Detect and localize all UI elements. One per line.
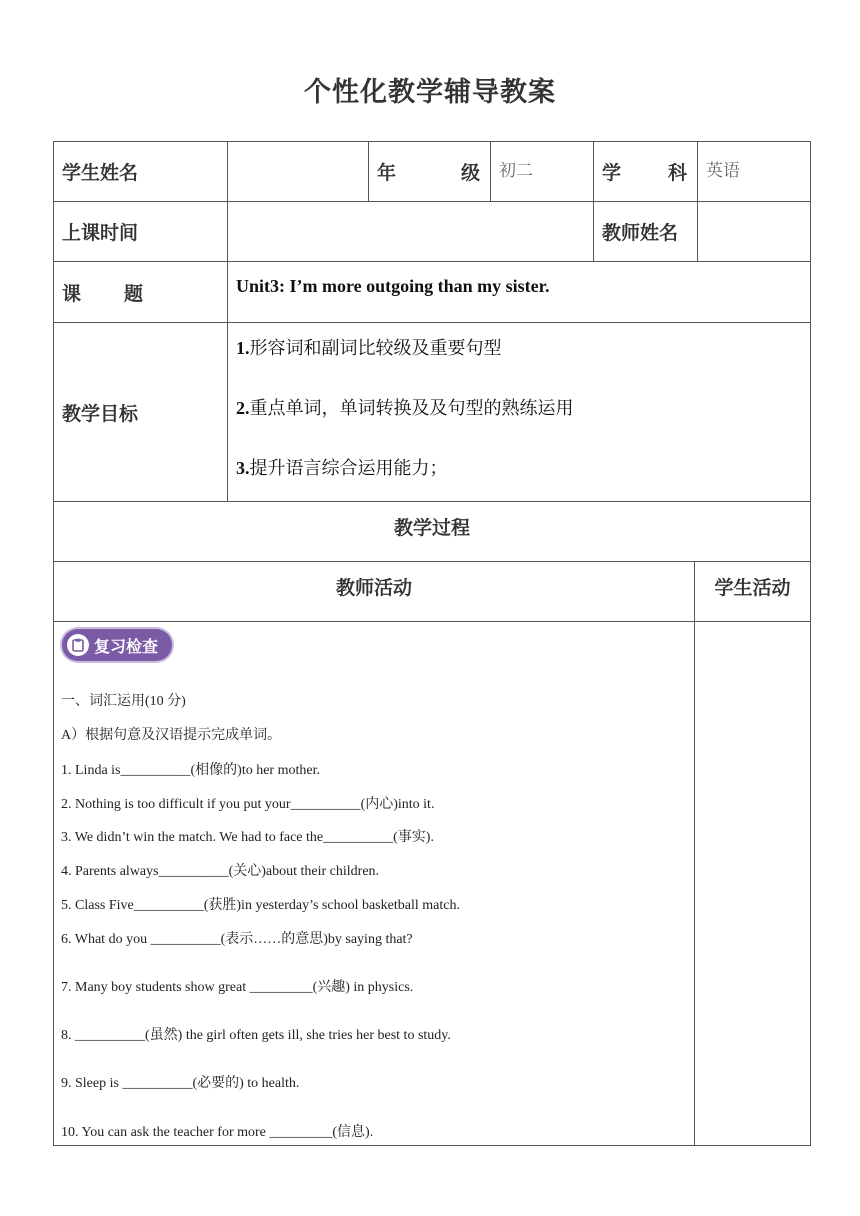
topic-value: Unit3: I’m more outgoing than my sister. bbox=[236, 275, 550, 296]
page-title: 个性化教学辅导教案 bbox=[304, 77, 556, 108]
exercise-item: 1. Linda is__________(相像的)to her mother. bbox=[61, 763, 320, 778]
objective-item: 2.重点单词，单词转换及及句型的熟练运用 bbox=[236, 398, 574, 419]
exercise-item: 9. Sleep is __________(必要的) to health. bbox=[61, 1076, 300, 1091]
class-time-value[interactable] bbox=[228, 202, 593, 261]
objective-item: 3.提升语言综合运用能力； bbox=[236, 458, 448, 479]
class-time-label: 上课时间 bbox=[62, 222, 139, 244]
teacher-name-value[interactable] bbox=[698, 202, 810, 261]
section-title: 一、词汇运用(10 分) bbox=[61, 694, 186, 709]
subject-label-b: 科 bbox=[667, 162, 687, 184]
student-name-value[interactable] bbox=[228, 142, 368, 201]
subject-label-a: 学 bbox=[602, 162, 622, 184]
grade-label-b: 级 bbox=[460, 162, 480, 184]
review-check-badge bbox=[62, 629, 172, 661]
objectives-label: 教学目标 bbox=[62, 402, 139, 425]
grade-label bbox=[369, 142, 490, 201]
exercise-item: 6. What do you __________(表示……的意思)by saying that? bbox=[61, 932, 413, 947]
student-name-label: 学生姓名 bbox=[62, 162, 139, 184]
subject-label bbox=[594, 142, 697, 201]
instruction: A）根据句意及汉语提示完成单词。 bbox=[61, 728, 282, 743]
exercise-item: 10. You can ask the teacher for more _________(信息). bbox=[61, 1125, 374, 1140]
process-header: 教学过程 bbox=[393, 516, 470, 539]
exercise-item: 4. Parents always__________(关心)about their children. bbox=[61, 864, 380, 879]
grade-value: 初二 bbox=[499, 161, 533, 181]
exercise-item: 2. Nothing is too difficult if you put your__________(内心)into it. bbox=[61, 797, 435, 812]
student-activity-header: 学生活动 bbox=[714, 576, 791, 599]
topic-label-a: 课 bbox=[62, 282, 82, 305]
exercise-item: 7. Many boy students show great _________(兴趣) in physics. bbox=[61, 980, 414, 995]
teacher-activity-header: 教师活动 bbox=[335, 576, 412, 599]
clipboard-icon bbox=[67, 634, 89, 656]
exercise-item: 8. __________(虽然) the girl often gets ill, she tries her best to study. bbox=[61, 1028, 451, 1043]
grade-label-a: 年 bbox=[377, 162, 397, 184]
exercise-item: 3. We didn’t win the match. We had to face the__________(事实). bbox=[61, 830, 434, 845]
topic-label bbox=[54, 262, 227, 322]
exercise-item: 5. Class Five__________(获胜)in yesterday’s school basketball match. bbox=[61, 898, 460, 913]
teacher-name-label: 教师姓名 bbox=[602, 222, 679, 244]
badge-label: 复习检查 bbox=[94, 636, 159, 656]
subject-value: 英语 bbox=[706, 161, 740, 181]
topic-label-b: 题 bbox=[123, 282, 143, 305]
objective-item: 1.形容词和副词比较级及重要句型 bbox=[236, 338, 502, 359]
